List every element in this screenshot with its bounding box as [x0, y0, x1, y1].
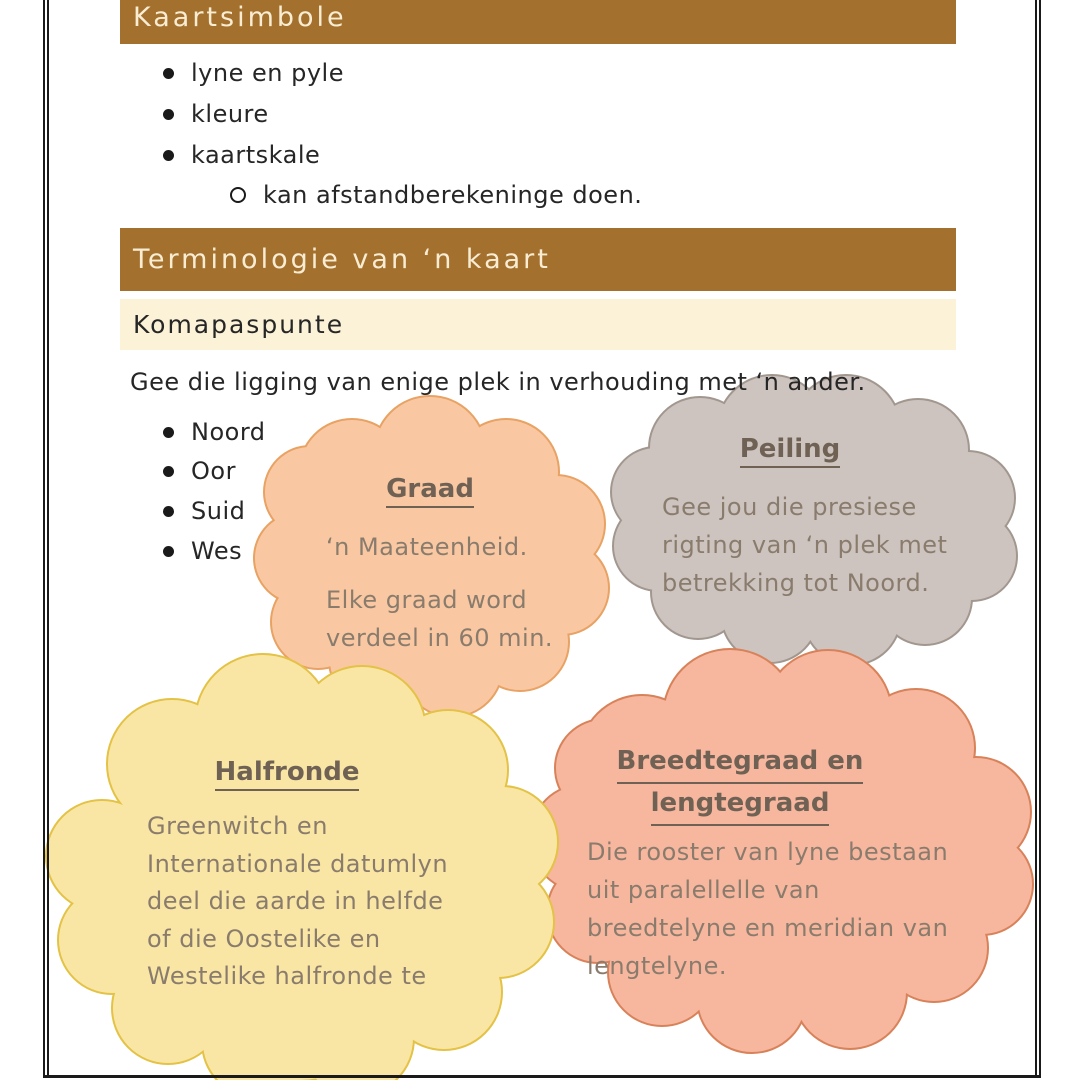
bullet-dot-icon: [163, 150, 174, 161]
bullet-label: lyne en pyle: [191, 59, 344, 87]
direction-label: Noord: [191, 418, 266, 446]
page-border-left-outer: [43, 0, 45, 1077]
direction-item: [163, 417, 266, 447]
direction-item: [163, 496, 245, 526]
section-title: Terminologie van ‘n kaart: [133, 244, 551, 275]
direction-label: Suid: [191, 497, 246, 525]
page-border-bottom: [43, 1075, 1041, 1078]
cloud-text-graad: ‘n Maateenheid. Elke graad word verdeel in 60 min.: [326, 533, 554, 652]
cloud-title-breedtegraad: Breedtegraad en lengtegraad: [590, 742, 890, 826]
bullet-label: kaartskale: [191, 141, 321, 169]
direction-item: [163, 456, 236, 486]
cloud-title-graad: Graad: [330, 474, 530, 508]
bullet-dot-icon: [163, 109, 174, 120]
page-border-right-inner: [1035, 0, 1037, 1077]
page-border-right-outer: [1039, 0, 1041, 1077]
bullet-dot-icon: [163, 68, 174, 79]
bullet-label: kleure: [191, 100, 269, 128]
section-header-terminologie: [120, 228, 956, 291]
intro-text: Gee die ligging van enige plek in verhouding met ‘n ander.: [130, 368, 866, 396]
sub-bullet-item: [230, 180, 642, 210]
subsection-header-komapaspunte: [120, 299, 956, 350]
subsection-title: Komapaspunte: [133, 310, 345, 339]
cloud-text-peiling: Gee jou die presiese rigting van ‘n plek met betrekking tot Noord.: [662, 493, 948, 597]
section-header-kaartsimbole: [120, 0, 956, 44]
direction-item: [163, 536, 242, 566]
paragraph-gap: [326, 566, 553, 581]
sub-bullet-circle-icon: [230, 187, 246, 203]
section-title: Kaartsimbole: [133, 2, 347, 33]
bullet-dot-icon: [163, 466, 174, 477]
cloud-title-halfronde: Halfronde: [187, 757, 387, 791]
bullet-item: [163, 99, 269, 129]
bullet-item: [163, 140, 320, 170]
sub-bullet-label: kan afstandberekeninge doen.: [263, 181, 643, 209]
direction-label: Oor: [191, 457, 236, 485]
bullet-dot-icon: [163, 506, 174, 517]
bullet-item: [163, 58, 344, 88]
cloud-title-peiling: Peiling: [690, 434, 890, 468]
cloud-text-halfronde: Greenwitch en Internationale datumlyn deel die aarde in helfde of die Oostelike en Westelike halfronde te: [147, 812, 449, 990]
cloud-text-breedtegraad: Die rooster van lyne bestaan uit paralellelle van breedtelyne en meridian van lengtelyne.: [587, 838, 949, 980]
page-border-left-inner: [47, 0, 49, 1077]
bullet-dot-icon: [163, 546, 174, 557]
direction-label: Wes: [191, 537, 243, 565]
bullet-dot-icon: [163, 427, 174, 438]
